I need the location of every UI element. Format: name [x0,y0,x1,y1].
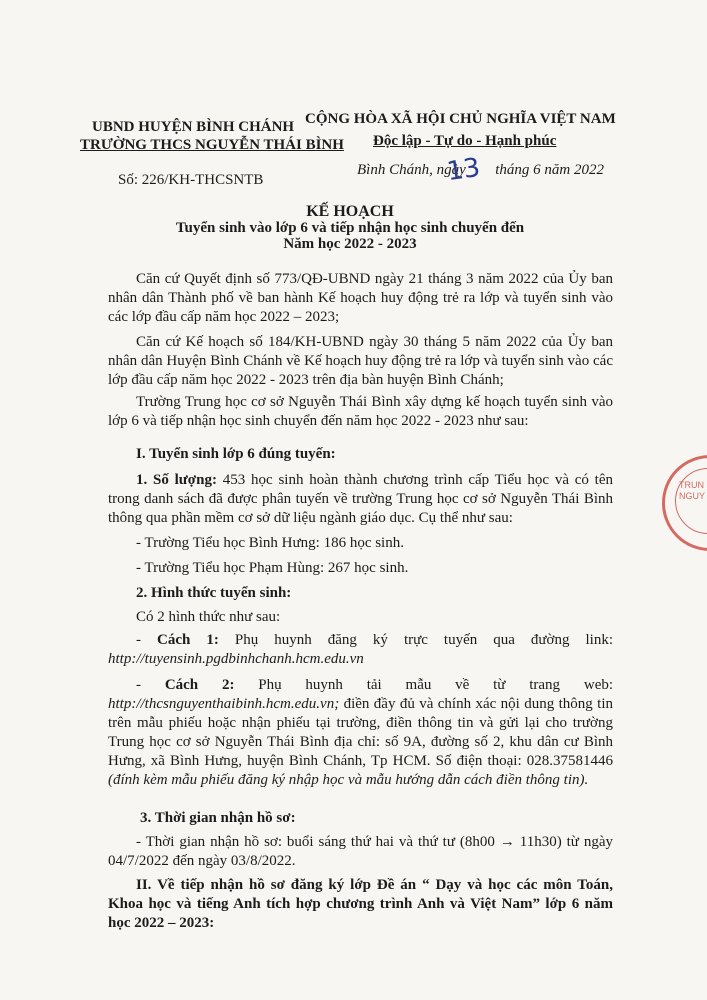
nation-line-1: CỘNG HÒA XÃ HỘI CHỦ NGHĨA VIỆT NAM [305,111,616,127]
doc-number: Số: 226/KH-THCSNTB [118,172,264,188]
method-1-text: Phụ huynh đăng ký trực tuyến qua đường link: [234,632,613,648]
form-intro: Có 2 hình thức như sau: [136,609,281,625]
method-2-paragraph: - Cách 2: Phụ huynh tải mẫu về từ trang web: http://thcsnguyenthaibinh.hcm.edu.vn; điền đầy đủ và chính xác nội dung thông tin trên mẫu phiếu hoặc nhận phiếu tại trường, điền thông tin và gửi lại cho trường Trung học cơ sở Nguyễn Thái Bình địa chỉ: số 9A, đường số 2, khu dân cư Bình Hưng, xã Bình Hưng, huyện Bình Chánh, Tp HCM. Số điện thoại: 028.37581446 (đính kèm mẫu phiếu đăng ký nhập học và mẫu hướng dẫn cách điền thông tin). [108,677,614,788]
school-item-1: - Trường Tiểu học Bình Hưng: 186 học sinh. [136,535,404,551]
preamble-paragraph-2: Căn cứ Kế hoạch số 184/KH-UBND ngày 30 tháng 5 năm 2022 của Ủy ban nhân dân Huyện Bình Chánh về Kế hoạch huy động trẻ ra lớp và tuyển sinh vào các lớp đầu cấp năm học 2022 - 2023 trên địa bàn huyện Bình Chánh; [108,334,613,388]
form-heading: 2. Hình thức tuyển sinh: [136,585,292,601]
method-1-paragraph: - Cách 1: Phụ huynh đăng ký trực tuyến qua đường link: http://tuyensinh.pgdbinhchanh.hcm.edu.vn [108,632,613,667]
doc-subtitle-2: Năm học 2022 - 2023 [283,236,417,252]
method-2-link[interactable]: http://thcsnguyenthaibinh.hcm.edu.vn; [108,696,340,712]
method-1-link[interactable]: http://tuyensinh.pgdbinhchanh.hcm.edu.vn [108,651,364,667]
quota-paragraph [108,471,613,528]
doc-title: KẾ HOẠCH [306,203,394,220]
doc-subtitle-1: Tuyển sinh vào lớp 6 và tiếp nhận học sinh chuyển đến [175,220,525,236]
red-seal-stamp [662,455,707,551]
nation-line-2: Độc lập - Tự do - Hạnh phúc [373,133,557,149]
school-item-2: - Trường Tiểu học Phạm Hùng: 267 học sinh. [136,560,409,576]
method-2-label: Cách 2: [164,677,235,693]
preamble-paragraph-3: Trường Trung học cơ sở Nguyễn Thái Bình xây dựng kế hoạch tuyển sinh vào lớp 6 và tiếp nhận học sinh chuyển đến năm học 2022 - 2023 như sau: [108,394,613,429]
quota-text: 453 học sinh hoàn thành chương trình cấp Tiểu học và có tên trong danh sách đã được phân tuyến về trường Trung học cơ sở Nguyễn Thái Bình thông qua phần mềm cơ sở dữ liệu ngành giáo dục. Cụ thể như sau: [108,472,614,526]
section-2-heading: II. Về tiếp nhận hồ sơ đăng ký lớp Đề án “ Dạy và học các môn Toán, Khoa học và tiếng Anh tích hợp chương trình Anh và Việt Nam” lớp 6 năm học 2022 – 2023: [108,877,613,931]
method-1-label: Cách 1: [157,632,219,648]
time-paragraph [108,833,613,871]
method-2-note: (đính kèm mẫu phiếu đăng ký nhập học và mẫu hướng dẫn cách điền thông tin). [108,772,589,788]
org-line-1: UBND HUYỆN BÌNH CHÁNH [92,119,295,135]
section-1-heading: I. Tuyển sinh lớp 6 đúng tuyến: [136,446,336,462]
quota-label: 1. Số lượng: [136,472,217,488]
org-line-2: TRƯỜNG THCS NGUYỄN THÁI BÌNH [80,137,344,153]
time-arrow-icon: → [499,834,515,850]
date-prefix: Bình Chánh, ngày [357,162,466,178]
time-text-a: - Thời gian nhận hồ sơ: buổi sáng thứ hai và thứ tư (8h00 [136,834,495,850]
preamble-paragraph-1: Căn cứ Quyết định số 773/QĐ-UBND ngày 21 tháng 3 năm 2022 của Ủy ban nhân dân Thành phố về ban hành Kế hoạch huy động trẻ ra lớp và tuyển sinh vào các lớp đầu cấp năm học 2022 – 2023; [108,271,613,325]
method-2-text-b: điền đầy đủ và chính xác nội dung thông tin trên mẫu phiếu hoặc nhận phiếu tại trường, điền thông tin và gửi lại cho trường Trung học cơ sở Nguyễn Thái Bình địa chỉ: số 9A, đường số 2, khu dân cư Bình Hưng, xã Bình Hưng, huyện Bình Chánh, Tp HCM. Số điện thoại: 028.37581446 [108,696,614,769]
time-heading: 3. Thời gian nhận hồ sơ: [140,810,296,826]
method-2-text-a: Phụ huynh tải mẫu về từ trang web: [258,677,614,693]
date-suffix: tháng 6 năm 2022 [495,162,604,178]
time-text-b: 11h30) từ ngày 04/7/2022 đến ngày 03/8/2022. [108,834,613,869]
handwritten-day: 13 [445,152,483,188]
red-seal-text: TRUN NGUY [679,480,706,501]
